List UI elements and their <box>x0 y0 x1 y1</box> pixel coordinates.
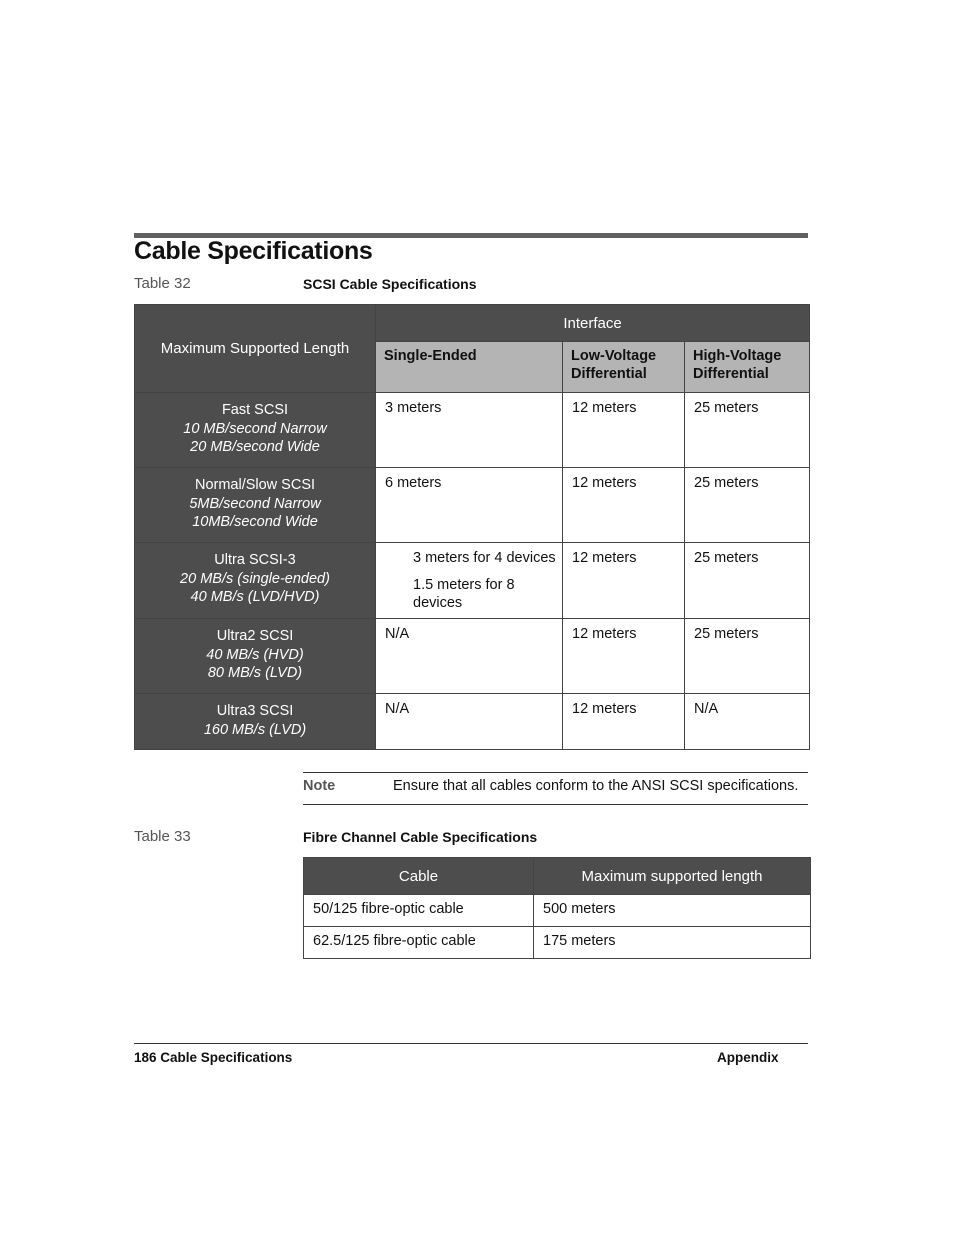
row-sub: 20 MB/s (single-ended) <box>180 570 330 587</box>
note-label: Note <box>303 778 336 794</box>
cell-length: 175 meters <box>534 927 811 959</box>
row-name: Fast SCSI <box>221 402 289 418</box>
row-head <box>135 468 376 543</box>
header-cable: Cable <box>304 858 534 895</box>
table-row <box>135 543 810 619</box>
row-name: Normal/Slow SCSI <box>194 477 316 493</box>
row-sub: 80 MB/s (LVD) <box>207 665 303 681</box>
row-sub: 40 MB/s (LVD/HVD) <box>190 589 320 605</box>
header-max-length: Maximum supported length <box>534 858 811 895</box>
header-interface: Interface <box>376 305 810 342</box>
footer-rule <box>134 1043 808 1044</box>
cell-hvd: N/A <box>685 694 810 750</box>
table-row <box>135 694 810 750</box>
row-head <box>135 694 376 750</box>
note-rule-bottom <box>303 804 808 805</box>
row-sub: 40 MB/s (HVD) <box>206 646 304 663</box>
cell-single-ended: N/A <box>376 619 563 694</box>
row-name: Ultra SCSI-3 <box>214 552 296 568</box>
cell-hvd: 25 meters <box>685 468 810 543</box>
header-max-length: Maximum Supported Length <box>135 305 376 393</box>
cell-cable: 62.5/125 fibre-optic cable <box>304 927 534 959</box>
note-rule-top <box>303 772 808 773</box>
cell-lvd: 12 meters <box>563 393 685 468</box>
table-row <box>135 468 810 543</box>
page-title: Cable Specifications <box>134 237 373 265</box>
row-head <box>135 393 376 468</box>
row-name: Ultra2 SCSI <box>216 628 294 644</box>
footer-page-label: 186 Cable Specifications <box>134 1050 293 1065</box>
cell-single-ended: 3 meters <box>376 393 563 468</box>
row-sub: 10 MB/second Narrow <box>183 420 327 437</box>
scsi-cable-table <box>134 304 810 750</box>
cell-lvd: 12 meters <box>563 694 685 750</box>
cell-cable: 50/125 fibre-optic cable <box>304 895 534 927</box>
row-sub: 160 MB/s (LVD) <box>203 721 307 738</box>
row-sub: 5MB/second Narrow <box>189 495 321 512</box>
cell-lvd: 12 meters <box>563 468 685 543</box>
note-text: Ensure that all cables conform to the ANSI SCSI specifications. <box>393 778 799 794</box>
header-hvd: High-Voltage Differential <box>685 342 810 393</box>
cell-single-ended <box>376 543 563 619</box>
cell-lvd: 12 meters <box>563 619 685 694</box>
cell-single-ended: 6 meters <box>376 468 563 543</box>
table-row <box>135 619 810 694</box>
table32-caption: SCSI Cable Specifications <box>303 276 477 292</box>
row-head <box>135 543 376 619</box>
row-sub: 10MB/second Wide <box>192 514 318 530</box>
table-row <box>304 895 811 927</box>
footer-section: Appendix <box>717 1050 779 1065</box>
table-row <box>135 393 810 468</box>
table33-number: Table 33 <box>134 828 191 845</box>
table33-caption: Fibre Channel Cable Specifications <box>303 829 538 845</box>
header-single-ended: Single-Ended <box>376 342 563 393</box>
list-item: 3 meters for 4 devices <box>413 550 556 566</box>
row-head <box>135 619 376 694</box>
table-row <box>304 927 811 959</box>
row-sub: 20 MB/second Wide <box>190 439 320 455</box>
cell-single-ended: N/A <box>376 694 563 750</box>
cell-hvd: 25 meters <box>685 543 810 619</box>
row-name: Ultra3 SCSI <box>216 703 294 719</box>
cell-length: 500 meters <box>534 895 811 927</box>
cell-hvd: 25 meters <box>685 393 810 468</box>
header-lvd: Low-Voltage Differential <box>563 342 685 393</box>
cell-lvd: 12 meters <box>563 543 685 619</box>
table32-number: Table 32 <box>134 275 191 292</box>
fibre-channel-table <box>303 857 811 959</box>
list-item: 1.5 meters for 8 devices <box>413 577 515 611</box>
cell-hvd: 25 meters <box>685 619 810 694</box>
